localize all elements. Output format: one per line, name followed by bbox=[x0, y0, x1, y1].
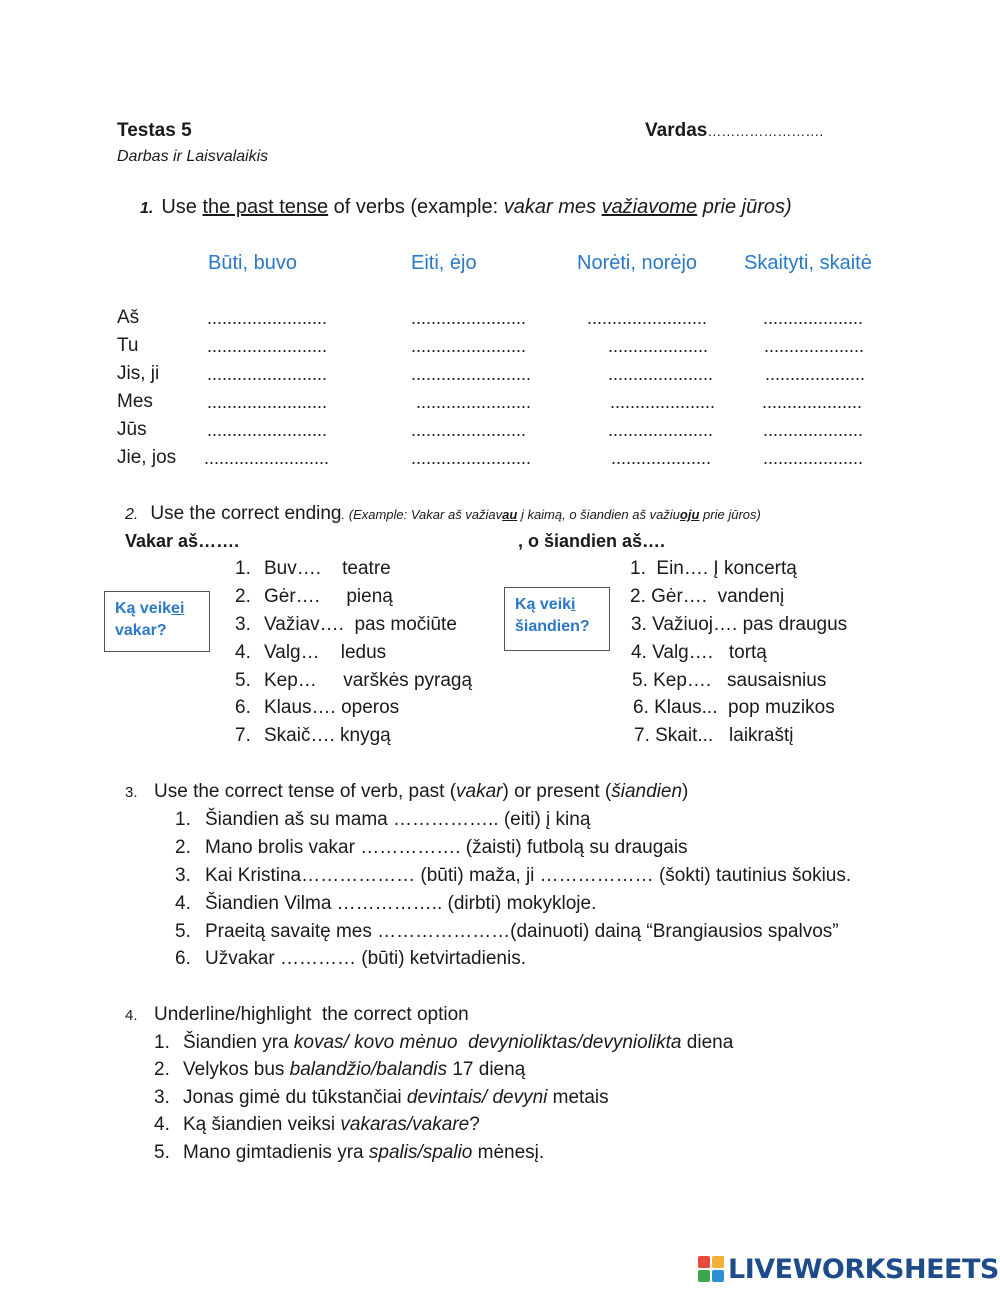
list-item: 5. Praeitą savaitę mes …………………(dainuoti) dainą “Brangiausios spalvos” bbox=[175, 921, 839, 942]
option-choice[interactable]: spalis/spalio bbox=[368, 1142, 473, 1163]
list-item: 2. Velykos bus balandžio/balandis 17 dieną bbox=[154, 1059, 526, 1080]
exercise-2-instruction: 2. Use the correct ending. (Example: Vakar aš važiavau į kaimą, o šiandien aš važiuoju prie jūros) bbox=[125, 503, 761, 524]
pronoun-tu: Tu bbox=[117, 335, 139, 356]
list-item: 3. Jonas gimė du tūkstančiai devintais/ devyni metais bbox=[154, 1087, 609, 1108]
answer-blank[interactable]: .................... bbox=[762, 392, 863, 412]
list-item: 4. Valg… ledus bbox=[235, 642, 387, 663]
list-item: 4. Valg…. tortą bbox=[631, 642, 767, 663]
option-choice[interactable]: vakaras/vakare bbox=[340, 1114, 470, 1135]
answer-blank[interactable]: .................... bbox=[763, 448, 864, 468]
left-heading: Vakar aš……. bbox=[125, 531, 240, 551]
answer-blank[interactable]: .................... bbox=[764, 336, 865, 356]
list-item: 2. Gėr…. pieną bbox=[235, 586, 393, 607]
answer-blank[interactable]: ....................... bbox=[416, 392, 532, 412]
exercise-2-number: 2. bbox=[125, 506, 139, 523]
answer-blank[interactable]: ..................... bbox=[608, 420, 714, 440]
answer-blank[interactable]: ........................ bbox=[207, 364, 328, 384]
answer-blank[interactable]: ........................ bbox=[207, 420, 328, 440]
test-subtitle: Darbas ir Laisvalaikis bbox=[117, 148, 269, 165]
verb-header-buti: Būti, buvo bbox=[208, 252, 297, 274]
answer-blank[interactable]: ........................ bbox=[587, 308, 708, 328]
exercise-3-number: 3. bbox=[125, 784, 138, 801]
answer-blank[interactable]: ........................ bbox=[207, 308, 328, 328]
list-item: 1. Šiandien aš su mama …………….. (eiti) į kiną bbox=[175, 809, 591, 830]
answer-blank[interactable]: .................... bbox=[611, 448, 712, 468]
logo-text: LIVEWORKSHEETS bbox=[728, 1253, 999, 1285]
exercise-3-instruction: 3. Use the correct tense of verb, past (vakar) or present (šiandien) bbox=[125, 781, 689, 802]
answer-blank[interactable]: ....................... bbox=[411, 308, 527, 328]
question-box-vakar: Ką veikei vakar? bbox=[104, 591, 210, 652]
option-choice[interactable]: devintais/ devyni bbox=[406, 1087, 548, 1108]
pronoun-jie-jos: Jie, jos bbox=[117, 447, 177, 468]
pronoun-jus: Jūs bbox=[117, 419, 147, 440]
name-label: Vardas bbox=[645, 120, 708, 141]
pronoun-jis-ji: Jis, ji bbox=[117, 363, 160, 384]
list-item: 6. Klaus…. operos bbox=[235, 697, 400, 718]
list-item: 5. Mano gimtadienis yra spalis/spalio mėnesį. bbox=[154, 1142, 545, 1163]
list-item: 6. Užvakar ………… (būti) ketvirtadienis. bbox=[175, 948, 526, 969]
test-title: Testas 5 bbox=[117, 120, 192, 141]
liveworksheets-logo bbox=[698, 1254, 999, 1284]
answer-blank[interactable]: ..................... bbox=[610, 392, 716, 412]
right-heading: , o šiandien aš…. bbox=[518, 531, 666, 551]
list-item: 7. Skaič…. knygą bbox=[235, 725, 391, 746]
list-item: 1. Buv…. teatre bbox=[235, 558, 391, 579]
list-item: 2. Mano brolis vakar ……………. (žaisti) futbolą su draugais bbox=[175, 837, 688, 858]
list-item: 4. Šiandien Vilma …………….. (dirbti) mokykloje. bbox=[175, 893, 597, 914]
verb-header-noreti: Norėti, norėjo bbox=[577, 252, 698, 274]
exercise-4-number: 4. bbox=[125, 1007, 138, 1024]
pronoun-mes: Mes bbox=[117, 391, 153, 412]
answer-blank[interactable]: ....................... bbox=[411, 336, 527, 356]
answer-blank[interactable]: ....................... bbox=[411, 420, 527, 440]
answer-blank[interactable]: ........................ bbox=[207, 392, 328, 412]
logo-blocks-icon bbox=[698, 1256, 724, 1282]
answer-blank[interactable]: .................... bbox=[763, 308, 864, 328]
name-dots: ……………………. bbox=[707, 123, 824, 139]
answer-blank[interactable]: ........................ bbox=[207, 336, 328, 356]
answer-blank[interactable]: ........................ bbox=[411, 448, 532, 468]
list-item: 2. Gėr…. vandenį bbox=[630, 586, 785, 607]
list-item: 3. Kai Kristina……………… (būti) maža, ji ……………… (šokti) tautinius šokius. bbox=[175, 865, 852, 886]
list-item: 4. Ką šiandien veiksi vakaras/vakare? bbox=[154, 1114, 480, 1135]
option-choice[interactable]: kovas/ kovo mėnuo devynioliktas/devyniolikta bbox=[293, 1032, 682, 1053]
exercise-4-instruction: 4. Underline/highlight the correct option bbox=[125, 1004, 469, 1025]
answer-blank[interactable]: .................... bbox=[765, 364, 866, 384]
option-choice[interactable]: balandžio/balandis bbox=[289, 1059, 448, 1080]
list-item: 6. Klaus... pop muzikos bbox=[633, 697, 835, 718]
verb-header-eiti: Eiti, ėjo bbox=[411, 252, 477, 274]
name-field[interactable] bbox=[645, 120, 823, 142]
list-item: 5. Kep…. sausaisnius bbox=[632, 670, 827, 691]
list-item: 1. Ein…. Į koncertą bbox=[630, 558, 797, 579]
list-item: 5. Kep… varškės pyragą bbox=[235, 670, 473, 691]
answer-blank[interactable]: .................... bbox=[608, 336, 709, 356]
exercise-1-instruction: 1. Use the past tense of verbs (example: vakar mes važiavome prie jūros) bbox=[140, 196, 792, 218]
verb-header-skaityti: Skaityti, skaitė bbox=[744, 252, 872, 274]
list-item: 1. Šiandien yra kovas/ kovo mėnuo devynioliktas/devyniolikta diena bbox=[154, 1032, 734, 1053]
question-box-siandien: Ką veiki šiandien? bbox=[504, 587, 610, 651]
exercise-1-number: 1. bbox=[140, 200, 154, 217]
list-item: 7. Skait... laikraštį bbox=[634, 725, 794, 746]
answer-blank[interactable]: ..................... bbox=[608, 364, 714, 384]
list-item: 3. Važiuoj…. pas draugus bbox=[631, 614, 848, 635]
list-item: 3. Važiav…. pas močiūte bbox=[235, 614, 457, 635]
answer-blank[interactable]: ......................... bbox=[204, 448, 330, 468]
answer-blank[interactable]: ........................ bbox=[411, 364, 532, 384]
pronoun-as: Aš bbox=[117, 307, 140, 328]
answer-blank[interactable]: .................... bbox=[763, 420, 864, 440]
